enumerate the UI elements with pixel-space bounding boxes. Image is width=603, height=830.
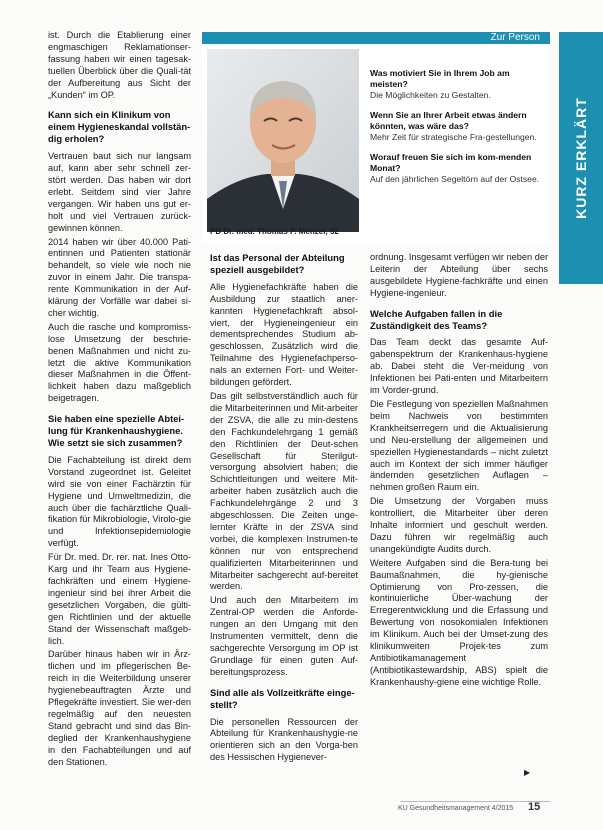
paragraph: Und auch den Mitarbeitern im Zentral-OP werden die Anforde-rungen an den Umgang mit den Instrumenten vermittelt, denn die sachgerechte Versorgung im OP ist Grundlage für einen guten Auf-bereitungsprozess.: [210, 595, 358, 677]
paragraph: Die Umsetzung der Vorgaben muss kontrolliert, die Mitarbeiter über deren Inhalte informiert und geschult werden. Dazu führen wir regelmäßig auch unangekündigte Audits durch.: [370, 496, 548, 554]
question-heading: Welche Aufgaben fallen in die Zuständigkeit des Teams?: [370, 307, 503, 331]
article-column-2: [210, 252, 358, 766]
article-column-1: [48, 30, 191, 770]
article-column-3: [370, 252, 548, 691]
profile-qa: [370, 68, 546, 185]
paragraph: Das Team deckt das gesamte Auf-gabenspektrum der Krankenhaus-hygiene ab. Dabei steht die Ver-meidung von Infektionen bei Pati-enten und Mitarbeitern im Vorder-grund.: [370, 337, 548, 396]
paragraph: ist. Durch die Etablierung einer engmaschigen Reklamationser-fassung haben wir einen tagesak-tuellen Überblick über die Quali-tät der Aufbereitung aus Sicht der „Kunden“ im OP.: [48, 30, 191, 100]
paragraph: Die Festlegung von speziellen Maßnahmen beim Nachweis von bestimmten Krankheitserregern und die Aktualisierung und Neu-erstellung der allgemeinen und speziellen Hygienestandards – nicht zuletzt auch im Kontext der sich immer häufiger ändernden gesetzlichen Auflagen – nehmen großen Raum ein.: [370, 398, 548, 493]
continue-arrow-icon: ▶: [524, 768, 531, 777]
page-number: 15: [528, 801, 541, 813]
paragraph: Die Fachabteilung ist direkt dem Vorstand zugeordnet ist. Geleitet wird sie von einer Fachärztin für Hygiene und Umweltmedizin, die auch über die fachärztliche Quali-fikation für Mikrobiologie, Virolo-gie und Infektionsepidemiologie verfügt.: [48, 454, 191, 549]
footer-journal: KU Gesundheitsmanagement 4/2015: [398, 805, 514, 812]
profile-question: Worauf freuen Sie sich im kom-menden Monat?: [370, 152, 532, 173]
profile-answer: Mehr Zeit für strategische Fra-gestellungen.: [370, 132, 537, 142]
profile-box-title: Zur Person: [490, 32, 540, 43]
question-heading: Sie haben eine spezielle Abtei-lung für Krankenhaushygiene. Wie setzt sie sich zusammen?: [48, 413, 185, 448]
question-heading: Ist das Personal der Abteilung speziell ausgebildet?: [210, 252, 345, 275]
profile-question: Was motiviert Sie in Ihrem Job am meisten?: [370, 68, 510, 89]
section-side-tab: [559, 32, 603, 284]
paragraph: Alle Hygienefachkräfte haben die Ausbildung zur staatlich aner-kannten Hygienefachkraft absol-viert, der Hygieneingenieur ein dementsprechendes Studium ab-geschlossen. Zusätzlich wird die Teilnahme des Hygienefachperso-nals an externen Fort- und Weiter-bildungen gefördert.: [210, 281, 358, 388]
paragraph: ordnung. Insgesamt verfügen wir neben der Leiterin der Abteilung über sechs ausgebildete Hygiene-fachkräfte und einen Hygiene-ingenieur.: [370, 252, 548, 298]
photo-caption: PD Dr. med. Thomas P. Menzel, 52: [210, 227, 339, 236]
profile-answer: Auf den jährlichen Segeltörn auf der Ostsee.: [370, 174, 540, 184]
paragraph: Weitere Aufgaben sind die Bera-tung bei Baumaßnahmen, die hy-gienische Optimierung von Pro-zessen, die kontinuierliche Über-wachung der Erregerentwicklung und die Erfassung und Bewertung von nosokomialen Infektionen im Klinikum. Auch bei der Umset-zung des klinikumweiten Projek-tes zum Antibiotikamanagement (Antibiotikastewardship, ABS) spielt die Krankenhaushy-giene eine wichtige Rolle.: [370, 557, 548, 687]
paragraph: Das gilt selbstverständlich auch für die Mitarbeiterinnen und Mit-arbeiter der ZSVA, die alle zu min-destens den Fachkundelehrgang 1 gemäß den Richtlinien der Deut-schen Gesellschaft für Sterilgut-versorgung absolviert haben; die Schichtleitungen und weitere Mit-arbeiter haben zusätzlich auch die Fachkundelehrgänge 2 und 3 abgeschlossen. Die Zeiten unge-lernter Kräfte in der ZSVA sind vorbei, die komplexen Instrumen-te können nur von entsprechend qualifizierten Mitarbeiterinnen und Mitarbeiter sachgerecht auf-bereitet werden.: [210, 390, 358, 592]
question-heading: Kann sich ein Klinikum von einem Hygieneskandal vollstän-dig erholen?: [48, 109, 191, 145]
profile-box: [202, 32, 550, 244]
paragraph: Darüber hinaus haben wir in Ärz-tlichen und im pflegerischen Be-reich in die Weiterbildung unserer hygienebeauftragten Ärzte und Pflegekräfte investiert. Sie wer-den regelmäßig auf den neuesten Stand gebracht und sind das Bin-deglied der Krankenhaushygiene in den Fachabteilungen und auf den Stationen.: [48, 649, 191, 767]
profile-box-header: [202, 32, 550, 44]
paragraph: Für Dr. med. Dr. rer. nat. Ines Otto-Karg und ihr Team aus Hygiene-fachkräften und einem Hygiene-ingenieur sind bei ihrer Arbeit die gesetzlichen Vorgaben, die gülti-gen Richtlinien und der aktuelle Stand der Wissenschaft maßgeb-lich.: [48, 552, 191, 646]
paragraph: Auch die rasche und kompromiss-lose Umsetzung der beschrie-benen Maßnahmen und nicht zu-letzt die aktive Kommunikation dieser Maßnahmen in die Öffent-lichkeit haben dazu maßgeblich beigetragen.: [48, 321, 191, 404]
paragraph: Vertrauen baut sich nur langsam auf, kann aber sehr schnell zer-stört werden. Das haben wir dort erlebt. Seitdem sind vier Jahre vergangen. Wir haben uns gut er-holt und viel Vertrauen zurück-gewinnen können.: [48, 151, 191, 233]
portrait-photo: [207, 49, 359, 232]
paragraph: 2014 haben wir über 40.000 Pati-entinnen und Patienten stationär behandelt, so viele wie noch nie zuvor in einem Jahr. Die transpa-rente Kommunikation in der Auf-klärung der Vorfälle war dabei si-cher wichtig.: [48, 236, 191, 318]
profile-question: Wenn Sie an Ihrer Arbeit etwas ändern könnten, was wäre das?: [370, 110, 527, 131]
question-heading: Sind alle als Vollzeitkräfte einge-stellt?: [210, 686, 355, 710]
paragraph: Die personellen Ressourcen der Abteilung für Krankenhaushygie-ne orientieren sich an den Vorga-ben des Hessischen Hygienever-: [210, 716, 358, 763]
profile-answer: Die Möglichkeiten zu Gestalten.: [370, 90, 491, 100]
section-side-tab-label: KURZ ERKLÄRT: [573, 97, 589, 219]
